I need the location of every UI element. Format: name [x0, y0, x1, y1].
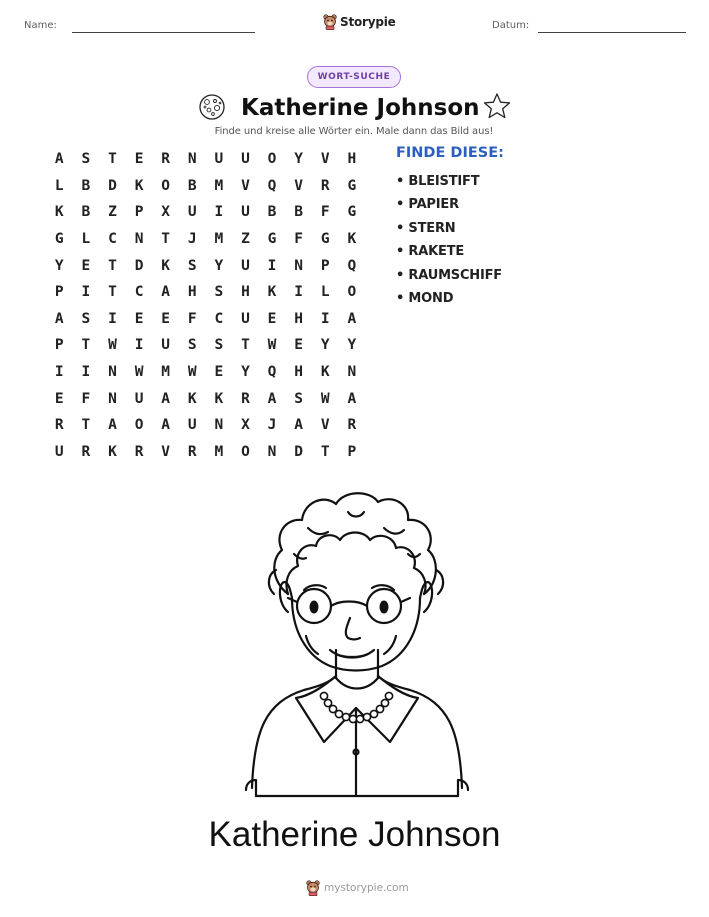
- grid-letter[interactable]: I: [134, 337, 144, 354]
- footer-url[interactable]: mystorypie.com: [324, 882, 409, 894]
- grid-letter[interactable]: S: [294, 390, 303, 407]
- grid-letter[interactable]: O: [267, 151, 277, 168]
- star-icon: [482, 92, 512, 120]
- grid-letter[interactable]: K: [108, 443, 117, 460]
- grid-letter[interactable]: H: [187, 284, 197, 301]
- grid-letter[interactable]: V: [241, 177, 250, 194]
- grid-letter[interactable]: R: [161, 151, 171, 168]
- name-line[interactable]: [72, 32, 255, 33]
- grid-letter[interactable]: A: [294, 417, 303, 434]
- grid-letter[interactable]: Y: [347, 337, 357, 354]
- grid-letter[interactable]: E: [81, 257, 91, 274]
- grid-letter[interactable]: I: [81, 364, 91, 381]
- grid-letter[interactable]: Q: [267, 364, 277, 381]
- grid-letter[interactable]: T: [161, 231, 171, 248]
- grid-letter[interactable]: U: [187, 204, 197, 221]
- grid-letter[interactable]: K: [267, 284, 277, 301]
- grid-letter[interactable]: T: [81, 417, 91, 434]
- grid-letter[interactable]: X: [241, 417, 250, 434]
- grid-letter[interactable]: G: [54, 231, 64, 248]
- grid-letter[interactable]: U: [54, 443, 64, 460]
- grid-letter[interactable]: U: [241, 257, 250, 274]
- date-label: Datum:: [492, 20, 530, 31]
- grid-letter[interactable]: S: [187, 337, 197, 354]
- moon-icon: [198, 93, 226, 121]
- brand-logo: [323, 13, 396, 31]
- grid-letter[interactable]: Q: [347, 257, 357, 274]
- grid-letter[interactable]: I: [294, 284, 303, 301]
- grid-letter[interactable]: H: [294, 310, 303, 327]
- grid-letter[interactable]: K: [54, 204, 64, 221]
- grid-letter[interactable]: S: [81, 310, 91, 327]
- grid-letter[interactable]: I: [214, 204, 224, 221]
- grid-letter[interactable]: O: [134, 417, 144, 434]
- grid-letter[interactable]: S: [187, 257, 197, 274]
- date-line[interactable]: [538, 32, 686, 33]
- grid-letter[interactable]: Y: [54, 257, 64, 274]
- grid-letter[interactable]: U: [187, 417, 197, 434]
- grid-letter[interactable]: P: [320, 257, 330, 274]
- grid-letter[interactable]: H: [347, 151, 357, 168]
- grid-letter[interactable]: H: [294, 364, 303, 381]
- grid-letter[interactable]: S: [214, 284, 224, 301]
- grid-letter[interactable]: J: [267, 417, 277, 434]
- grid-letter[interactable]: E: [134, 151, 144, 168]
- grid-letter[interactable]: A: [347, 310, 357, 327]
- grid-letter[interactable]: J: [187, 231, 197, 248]
- grid-letter[interactable]: P: [134, 204, 144, 221]
- grid-letter[interactable]: Y: [241, 364, 250, 381]
- grid-letter[interactable]: A: [161, 284, 171, 301]
- word-list-item: • RAKETE: [396, 244, 465, 260]
- grid-letter[interactable]: P: [54, 284, 64, 301]
- word-list-item: • STERN: [396, 220, 456, 236]
- grid-letter[interactable]: R: [187, 443, 197, 460]
- grid-letter[interactable]: B: [81, 204, 91, 221]
- grid-letter[interactable]: V: [294, 177, 303, 194]
- grid-letter[interactable]: Z: [241, 231, 250, 248]
- brand-name: Storypie: [340, 15, 396, 29]
- grid-letter[interactable]: T: [241, 337, 250, 354]
- grid-letter[interactable]: E: [267, 310, 277, 327]
- grid-letter[interactable]: U: [161, 337, 171, 354]
- word-list-item: • BLEISTIFT: [396, 174, 480, 189]
- instructions: Finde und kreise alle Wörter ein. Male dann das Bild aus!: [214, 126, 494, 137]
- name-label: Name:: [24, 20, 57, 31]
- grid-letter[interactable]: E: [294, 337, 303, 354]
- grid-letter[interactable]: E: [161, 310, 171, 327]
- grid-letter[interactable]: W: [267, 337, 277, 354]
- word-list-heading: FINDE DIESE:: [396, 145, 504, 161]
- grid-letter[interactable]: V: [161, 443, 171, 460]
- grid-letter[interactable]: V: [320, 151, 330, 168]
- grid-letter[interactable]: D: [294, 443, 303, 460]
- grid-letter[interactable]: I: [108, 310, 117, 327]
- grid-letter[interactable]: L: [320, 284, 330, 301]
- grid-letter[interactable]: U: [134, 390, 144, 407]
- grid-letter[interactable]: K: [347, 231, 357, 248]
- grid-letter[interactable]: T: [108, 257, 117, 274]
- grid-letter[interactable]: N: [134, 231, 144, 248]
- grid-letter[interactable]: F: [320, 204, 330, 221]
- word-list-item: • MOND: [396, 290, 454, 306]
- grid-letter[interactable]: E: [134, 310, 144, 327]
- word-list: [396, 170, 502, 310]
- grid-letter[interactable]: I: [81, 284, 91, 301]
- grid-letter[interactable]: V: [320, 417, 330, 434]
- grid-letter[interactable]: T: [108, 151, 117, 168]
- grid-letter[interactable]: Y: [320, 337, 330, 354]
- grid-letter[interactable]: C: [214, 310, 224, 327]
- grid-letter[interactable]: S: [81, 151, 91, 168]
- grid-letter[interactable]: M: [161, 364, 171, 381]
- grid-letter[interactable]: C: [108, 231, 117, 248]
- grid-letter[interactable]: A: [347, 390, 357, 407]
- grid-letter[interactable]: W: [108, 337, 117, 354]
- grid-letter[interactable]: M: [214, 443, 224, 460]
- grid-letter[interactable]: A: [161, 417, 171, 434]
- grid-letter[interactable]: U: [241, 151, 250, 168]
- word-search-grid[interactable]: [46, 146, 366, 465]
- grid-letter[interactable]: M: [214, 231, 224, 248]
- grid-letter[interactable]: N: [108, 364, 117, 381]
- grid-letter[interactable]: T: [108, 284, 117, 301]
- grid-letter[interactable]: X: [161, 204, 171, 221]
- grid-letter[interactable]: K: [134, 177, 144, 194]
- grid-letter[interactable]: L: [54, 177, 64, 194]
- word-list-item: • PAPIER: [396, 197, 459, 213]
- grid-letter[interactable]: P: [347, 443, 357, 460]
- grid-letter[interactable]: S: [214, 337, 224, 354]
- worksheet-type-badge: WORT-SUCHE: [307, 66, 401, 88]
- grid-letter[interactable]: R: [241, 390, 250, 407]
- grid-letter[interactable]: A: [161, 390, 171, 407]
- word-list-item: • RAUMSCHIFF: [396, 267, 502, 283]
- grid-letter[interactable]: N: [347, 364, 357, 381]
- grid-letter[interactable]: U: [241, 310, 250, 327]
- grid-letter[interactable]: G: [320, 231, 330, 248]
- grid-letter[interactable]: G: [347, 177, 357, 194]
- grid-letter[interactable]: R: [134, 443, 144, 460]
- grid-letter[interactable]: L: [81, 231, 91, 248]
- grid-letter[interactable]: N: [108, 390, 117, 407]
- grid-letter[interactable]: W: [134, 364, 144, 381]
- grid-letter[interactable]: A: [108, 417, 117, 434]
- grid-letter[interactable]: K: [214, 390, 224, 407]
- grid-letter[interactable]: A: [267, 390, 277, 407]
- grid-letter[interactable]: C: [134, 284, 144, 301]
- grid-letter[interactable]: Y: [294, 151, 303, 168]
- grid-letter[interactable]: A: [54, 310, 64, 327]
- grid-letter[interactable]: N: [267, 443, 277, 460]
- grid-letter[interactable]: F: [294, 231, 303, 248]
- katherine-johnson-portrait: [244, 490, 470, 812]
- grid-letter[interactable]: I: [54, 364, 64, 381]
- storypie-bear-icon: [323, 14, 337, 30]
- grid-letter[interactable]: N: [187, 151, 197, 168]
- page-title: Katherine Johnson: [241, 95, 480, 121]
- grid-letter[interactable]: I: [267, 257, 277, 274]
- grid-letter[interactable]: H: [241, 284, 250, 301]
- grid-letter[interactable]: I: [320, 310, 330, 327]
- grid-letter[interactable]: T: [81, 337, 91, 354]
- grid-letter[interactable]: W: [320, 390, 330, 407]
- grid-letter[interactable]: U: [241, 204, 250, 221]
- grid-letter[interactable]: B: [81, 177, 91, 194]
- grid-letter[interactable]: B: [267, 204, 277, 221]
- footer: [306, 879, 409, 897]
- grid-letter[interactable]: B: [294, 204, 303, 221]
- grid-letter[interactable]: M: [214, 177, 224, 194]
- grid-letter[interactable]: Y: [214, 257, 224, 274]
- grid-letter[interactable]: F: [187, 310, 197, 327]
- grid-letter[interactable]: F: [81, 390, 91, 407]
- grid-letter[interactable]: G: [267, 231, 277, 248]
- grid-letter[interactable]: U: [214, 151, 224, 168]
- grid-letter[interactable]: O: [161, 177, 171, 194]
- grid-letter[interactable]: R: [81, 443, 91, 460]
- grid-letter[interactable]: E: [54, 390, 64, 407]
- grid-letter[interactable]: R: [54, 417, 64, 434]
- grid-letter[interactable]: Z: [108, 204, 117, 221]
- grid-letter[interactable]: A: [54, 151, 64, 168]
- grid-letter[interactable]: R: [320, 177, 330, 194]
- grid-letter[interactable]: B: [187, 177, 197, 194]
- grid-letter[interactable]: Q: [267, 177, 277, 194]
- grid-letter[interactable]: W: [187, 364, 197, 381]
- grid-letter[interactable]: N: [214, 417, 224, 434]
- storypie-bear-icon: [306, 880, 320, 896]
- grid-letter[interactable]: O: [241, 443, 250, 460]
- grid-letter[interactable]: D: [134, 257, 144, 274]
- grid-letter[interactable]: E: [214, 364, 224, 381]
- grid-letter[interactable]: T: [320, 443, 330, 460]
- grid-letter[interactable]: K: [187, 390, 197, 407]
- grid-letter[interactable]: O: [347, 284, 357, 301]
- grid-letter[interactable]: K: [161, 257, 171, 274]
- illustration-caption: Katherine Johnson: [208, 815, 501, 854]
- grid-letter[interactable]: G: [347, 204, 357, 221]
- grid-letter[interactable]: K: [320, 364, 330, 381]
- grid-letter[interactable]: N: [294, 257, 303, 274]
- grid-letter[interactable]: R: [347, 417, 357, 434]
- grid-letter[interactable]: D: [108, 177, 117, 194]
- grid-letter[interactable]: P: [54, 337, 64, 354]
